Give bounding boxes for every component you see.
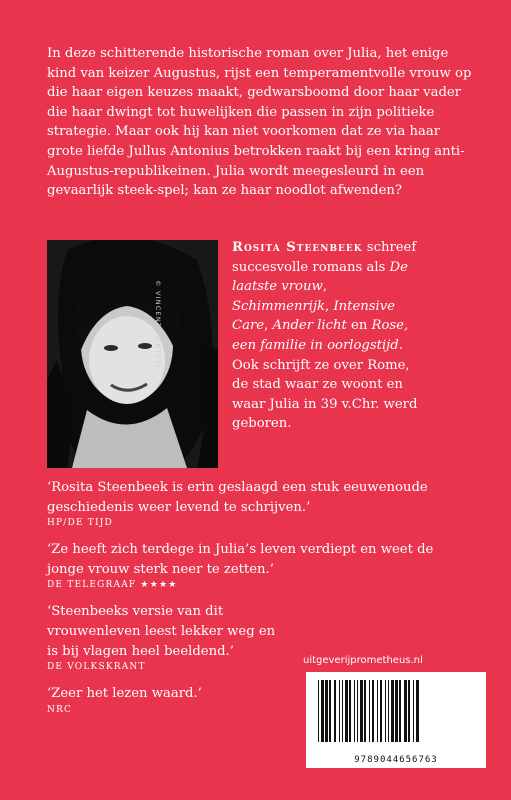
quote-source: HP/DE TIJD xyxy=(47,518,113,529)
isbn-barcode xyxy=(306,672,486,768)
book-title: Ander licht xyxy=(272,318,347,334)
author-bio xyxy=(232,238,422,434)
review-quote xyxy=(47,540,447,592)
quote-source: DE TELEGRAAF ★★★★ xyxy=(47,580,178,591)
review-quote xyxy=(47,602,287,674)
quote-source: DE VOLKSKRANT xyxy=(47,662,146,673)
bio-text: . Ook schrijft ze over Rome, de stad waar ze woont en waar Julia in 39 v.Chr. werd geboren. xyxy=(232,337,418,432)
quote-text: ‘Rosita Steenbeek is erin geslaagd een stuk eeuwenoude geschiedenis weer levend te schrijven.’ xyxy=(47,480,428,515)
book-title: Schimmenrijk xyxy=(232,298,326,314)
author-name: Rosita Steenbeek xyxy=(232,240,363,255)
review-quote xyxy=(47,684,287,717)
bio-text: , xyxy=(325,298,334,314)
quote-text: ‘Zeer het lezen waard.’ xyxy=(47,686,202,702)
barcode-bars xyxy=(306,672,486,752)
bio-text: , xyxy=(322,279,327,295)
book-title: Intensive Care xyxy=(232,298,395,334)
bio-text: , xyxy=(264,318,273,334)
author-photo xyxy=(47,240,218,468)
quote-source: NRC xyxy=(47,704,73,715)
quote-text: ‘Ze heeft zich terdege in Julia’s leven verdiept en weet de jonge vrouw sterk neer te zetten.’ xyxy=(47,542,434,577)
review-quote xyxy=(47,478,447,530)
book-title: De laatste vrouw xyxy=(232,259,408,295)
quote-text: ‘Steenbeeks versie van dit vrouwenleven leest lekker weg en is bij vlagen heel beeldend.’ xyxy=(47,604,276,659)
isbn-number: 9789044656763 xyxy=(354,755,438,765)
book-title: Rose, een familie in oorlogstijd xyxy=(232,318,409,353)
bio-text: schreef succesvolle romans als xyxy=(232,240,417,275)
bio-text: en xyxy=(346,318,372,334)
blurb-text: In deze schitterende historische roman over Julia, het enige kind van keizer Augustus, rijst een temperamentvolle vrouw op die haar eigen keuzes maakt, gedwarsboomd door haar vader die haar dwingt tot huwelijken die passen in zijn politieke strategie. Maar ook hij kan niet voorkomen dat ze via haar grote liefde Jullus Antonius betrokken raakt bij een kring anti-Augustus-republikeinen. Julia wordt meegesleurd in een gevaarlijk steek-spel; kan ze haar noodlot afwenden? xyxy=(47,46,472,199)
publisher-url[interactable]: uitgeverijprometheus.nl xyxy=(303,655,423,666)
photo-credit: © VINCENT MENTZEL xyxy=(154,280,162,371)
